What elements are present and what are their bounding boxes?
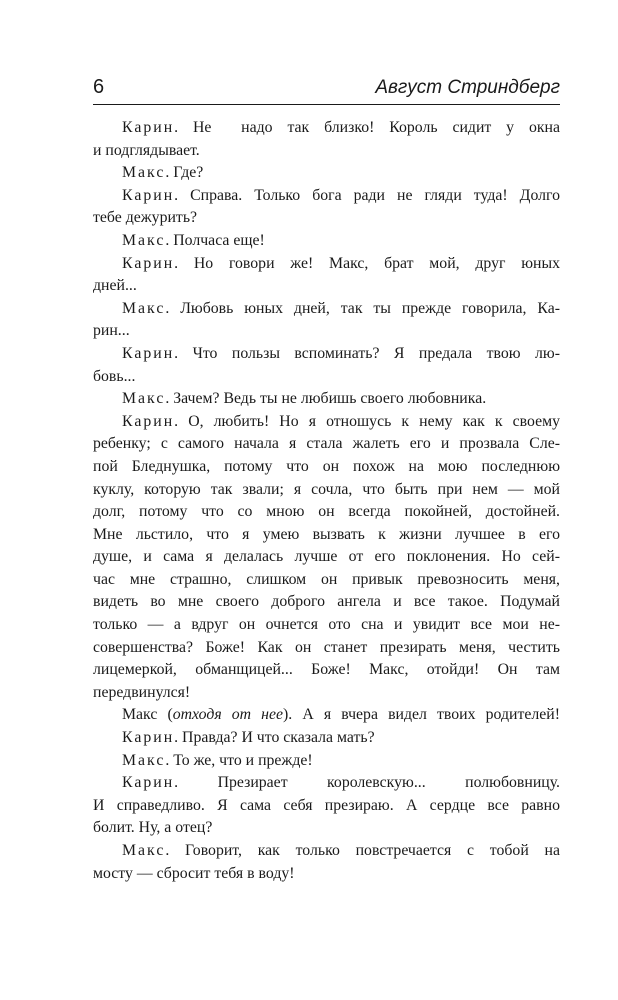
text-line (93, 343, 560, 366)
text-line (93, 614, 560, 637)
speaker-name: Макс (122, 390, 166, 408)
text-line (93, 479, 560, 502)
line-prefix: Макс ( (122, 706, 173, 724)
line-text: . Любовь юных дней, так ты прежде говорила, Ка- (165, 299, 560, 317)
line-text: . То же, что и прежде! (165, 751, 313, 769)
line-text: куклу, которую так звали; я сочла, что быть при нем — мой (93, 480, 560, 498)
line-text: совершенства? Боже! Как он станет презирать меня, честить (93, 638, 560, 656)
speaker-name: Макс (122, 299, 166, 317)
line-text: передвинулся! (93, 683, 191, 701)
line-text: . Но говори же! Макс, брат мой, друг юных (174, 254, 560, 272)
speaker-name: Карин (122, 774, 175, 792)
running-head: Август Стриндберг (375, 77, 560, 98)
speaker-name: Карин (122, 254, 175, 272)
line-text: . Говорит, как только повстречается с тобой на (165, 842, 560, 859)
dialogue-text (93, 117, 560, 885)
text-line (93, 140, 560, 163)
text-line (93, 411, 560, 434)
page-number: 6 (93, 76, 105, 98)
text-line (93, 162, 560, 185)
line-text: . Зачем? Ведь ты не любишь своего любовника. (165, 390, 487, 408)
text-line (93, 682, 560, 705)
line-text: душе, и сама я делалась лучше от его поклонения. Но сей- (93, 548, 560, 566)
text-line (93, 659, 560, 682)
line-text: мосту — сбросит тебя в воду! (93, 864, 295, 882)
line-text: болит. Ну, а отец? (93, 819, 213, 837)
line-text: ). А я вчера видел твоих родителей! (283, 706, 560, 724)
speaker-name: Карин (122, 186, 175, 204)
text-line (93, 795, 560, 818)
text-line (93, 230, 560, 253)
line-text: . Правда? И что сказала мать? (174, 729, 375, 747)
text-line (93, 298, 560, 321)
speaker-name: Макс (122, 751, 166, 769)
line-text: и подглядывает. (93, 141, 200, 159)
text-line (93, 456, 560, 479)
speaker-name: Макс (122, 164, 166, 182)
line-text: . Где? (165, 164, 204, 182)
line-text: дней... (93, 277, 137, 295)
text-line (93, 817, 560, 840)
page-header (93, 78, 560, 105)
text-line (93, 863, 560, 886)
line-text: тебе дежурить? (93, 209, 198, 227)
line-text: лицемеркой, обманщицей... Боже! Макс, отойди! Он там (93, 661, 560, 679)
text-line (93, 366, 560, 389)
line-text: ребенку; с самого начала я стала жалеть его и прозвала Сле- (93, 435, 560, 453)
line-text: пой Бледнушка, потому что он похож на мою последнюю (93, 457, 560, 475)
line-text: . Не надо так близко! Король сидит у окна (174, 119, 560, 136)
text-line (93, 704, 560, 727)
line-text: рин... (93, 322, 130, 340)
line-text: . Презирает королевскую... полюбовницу. (174, 774, 560, 792)
text-line (93, 727, 560, 750)
text-line (93, 637, 560, 660)
speaker-name: Карин (122, 729, 175, 747)
text-line (93, 569, 560, 592)
line-text: Мне льстило, что я умею вызвать к жизни лучшее в его (93, 525, 560, 543)
text-line (93, 750, 560, 773)
speaker-name: Карин (122, 344, 175, 362)
text-line (93, 501, 560, 524)
text-line (93, 591, 560, 614)
text-line (93, 840, 560, 863)
text-line (93, 207, 560, 230)
line-text: только — а вдруг он очнется ото сна и увидит все мои не- (93, 616, 560, 634)
text-line (93, 117, 560, 140)
line-text: И справедливо. Я сама себя презираю. А сердце все равно (93, 796, 560, 814)
line-text: видеть во мне своего доброго ангела и все такое. Подумай (93, 593, 560, 611)
line-text: долг, потому что со мною он всегда покойней, достойней. (93, 503, 560, 521)
text-line (93, 772, 560, 795)
text-line (93, 546, 560, 569)
speaker-name: Карин (122, 412, 175, 430)
text-line (93, 320, 560, 343)
speaker-name: Карин (122, 119, 175, 136)
speaker-name: Макс (122, 231, 166, 249)
line-text: час мне страшно, слишком он привык превозносить меня, (93, 570, 560, 588)
stage-direction: отходя от нее (172, 706, 284, 724)
text-line (93, 275, 560, 298)
text-line (93, 524, 560, 547)
line-text: . О, любить! Но я отношусь к нему как к своему (174, 412, 560, 430)
text-line (93, 185, 560, 208)
line-text: . Справа. Только бога ради не гляди туда! Долго (174, 186, 560, 204)
line-text: бовь... (93, 367, 136, 385)
text-line (93, 253, 560, 276)
text-line (93, 433, 560, 456)
speaker-name: Макс (122, 842, 166, 859)
text-line (93, 388, 560, 411)
line-text: . Что пользы вспоминать? Я предала твою лю- (174, 344, 560, 362)
line-text: . Полчаса еще! (165, 231, 265, 249)
